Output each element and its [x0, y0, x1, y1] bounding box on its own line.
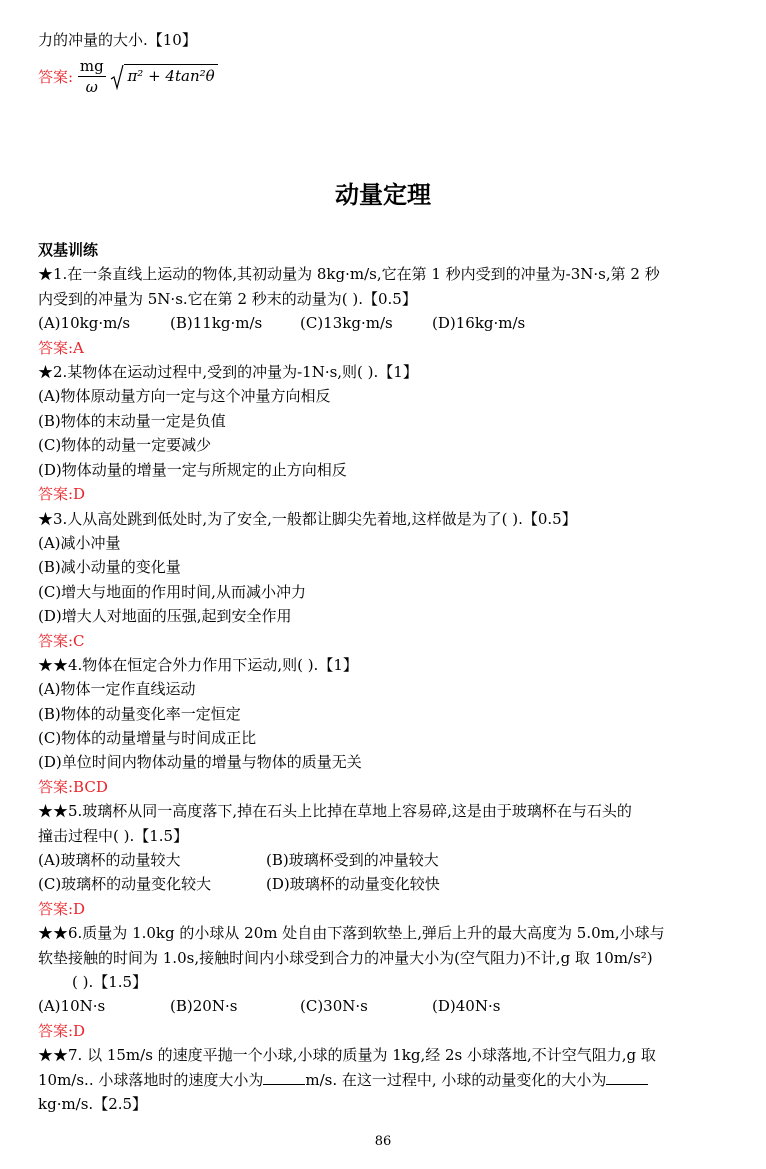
q2-stem: ★2.某物体在运动过程中,受到的冲量为-1N·s,则( ).【1】: [38, 363, 418, 381]
q6-option-b: (B)20N·s: [170, 997, 238, 1015]
q2-answer: 答案:D: [38, 485, 86, 503]
q7-line2-part2: m/s. 在这一过程中, 小球的动量变化的大小为: [305, 1071, 607, 1089]
q7-blank-momentum: [606, 1068, 648, 1085]
q4-option-d: (D)单位时间内物体动量的增量与物体的质量无关: [38, 753, 362, 771]
q4-option-a: (A)物体一定作直线运动: [38, 680, 196, 698]
q1-options: [38, 311, 696, 335]
q5-options-row1: [38, 848, 696, 872]
radical-sign-icon: [110, 64, 124, 90]
page-title: 动量定理: [335, 181, 431, 209]
q6-stem-line3: ( ).【1.5】: [72, 973, 148, 991]
fraction-numerator: mg: [79, 57, 104, 75]
answer-fraction: [78, 56, 106, 97]
q5-option-d: (D)玻璃杯的动量变化较快: [266, 875, 440, 893]
q6-answer: 答案:D: [38, 1022, 86, 1040]
q6-options: [38, 994, 696, 1018]
q6-option-d: (D)40N·s: [432, 997, 501, 1015]
q6-stem-line2: 软垫接触的时间为 1.0s,接触时间内小球受到合力的冲量大小为(空气阻力)不计,g 取 10m/s²): [38, 949, 653, 967]
q3-option-a: (A)减小冲量: [38, 534, 121, 552]
q3-stem: ★3.人从高处跳到低处时,为了安全,一般都让脚尖先着地,这样做是为了( ).【0.5】: [38, 510, 577, 528]
fraction-denominator: ω: [85, 78, 98, 96]
q4-option-b: (B)物体的动量变化率一定恒定: [38, 705, 241, 723]
q7-blank-speed: [263, 1068, 305, 1085]
q5-options-row2: [38, 872, 696, 896]
q1-option-b: (B)11kg·m/s: [170, 314, 263, 332]
q1-option-a: (A)10kg·m/s: [38, 314, 131, 332]
prev-question-tail: 力的冲量的大小.【10】: [38, 31, 197, 49]
q1-answer: 答案:A: [38, 339, 84, 357]
q1-stem-line1: ★1.在一条直线上运动的物体,其初动量为 8kg·m/s,它在第 1 秒内受到的冲量为-3N·s,第 2 秒: [38, 265, 660, 283]
q7-line2-part1: 10m/s.. 小球落地时的速度大小为: [38, 1071, 264, 1089]
q1-option-c: (C)13kg·m/s: [300, 314, 393, 332]
q7-stem-line2: [38, 1068, 696, 1092]
radicand: π² + 4tan²θ: [124, 64, 217, 87]
prev-answer-label: 答案:: [38, 68, 74, 86]
q1-option-d: (D)16kg·m/s: [432, 314, 526, 332]
q2-option-b: (B)物体的末动量一定是负值: [38, 412, 226, 430]
q7-stem-line1: ★★7. 以 15m/s 的速度平抛一个小球,小球的质量为 1kg,经 2s 小球落地,不计空气阻力,g 取: [38, 1046, 656, 1064]
q3-answer: 答案:C: [38, 632, 85, 650]
q3-option-c: (C)增大与地面的作用时间,从而减小冲力: [38, 583, 306, 601]
q5-option-c: (C)玻璃杯的动量变化较大: [38, 875, 212, 893]
q4-stem: ★★4.物体在恒定合外力作用下运动,则( ).【1】: [38, 656, 358, 674]
q6-stem-line1: ★★6.质量为 1.0kg 的小球从 20m 处自由下落到软垫上,弹后上升的最大高度为 5.0m,小球与: [38, 924, 665, 942]
q5-stem-line1: ★★5.玻璃杯从同一高度落下,掉在石头上比掉在草地上容易碎,这是由于玻璃杯在与石头的: [38, 802, 632, 820]
q5-option-b: (B)玻璃杯受到的冲量较大: [266, 851, 439, 869]
q6-option-a: (A)10N·s: [38, 997, 106, 1015]
square-root: [110, 64, 217, 90]
q3-option-d: (D)增大人对地面的压强,起到安全作用: [38, 607, 292, 625]
q5-stem-line2: 撞击过程中( ).【1.5】: [38, 827, 189, 845]
q4-option-c: (C)物体的动量增量与时间成正比: [38, 729, 257, 747]
q6-option-c: (C)30N·s: [300, 997, 368, 1015]
q5-option-a: (A)玻璃杯的动量较大: [38, 851, 181, 869]
q5-answer: 答案:D: [38, 900, 86, 918]
q2-option-a: (A)物体原动量方向一定与这个冲量方向相反: [38, 387, 331, 405]
q2-option-d: (D)物体动量的增量一定与所规定的止方向相反: [38, 461, 347, 479]
q7-stem-line3: kg·m/s.【2.5】: [38, 1095, 148, 1113]
q3-option-b: (B)减小动量的变化量: [38, 558, 181, 576]
page-number: 86: [374, 1134, 392, 1149]
q1-stem-line2: 内受到的冲量为 5N·s.它在第 2 秒末的动量为( ).【0.5】: [38, 290, 417, 308]
q4-answer: 答案:BCD: [38, 778, 108, 796]
prev-answer: [38, 56, 218, 100]
q2-option-c: (C)物体的动量一定要减少: [38, 436, 212, 454]
section-heading: 双基训练: [38, 241, 99, 259]
